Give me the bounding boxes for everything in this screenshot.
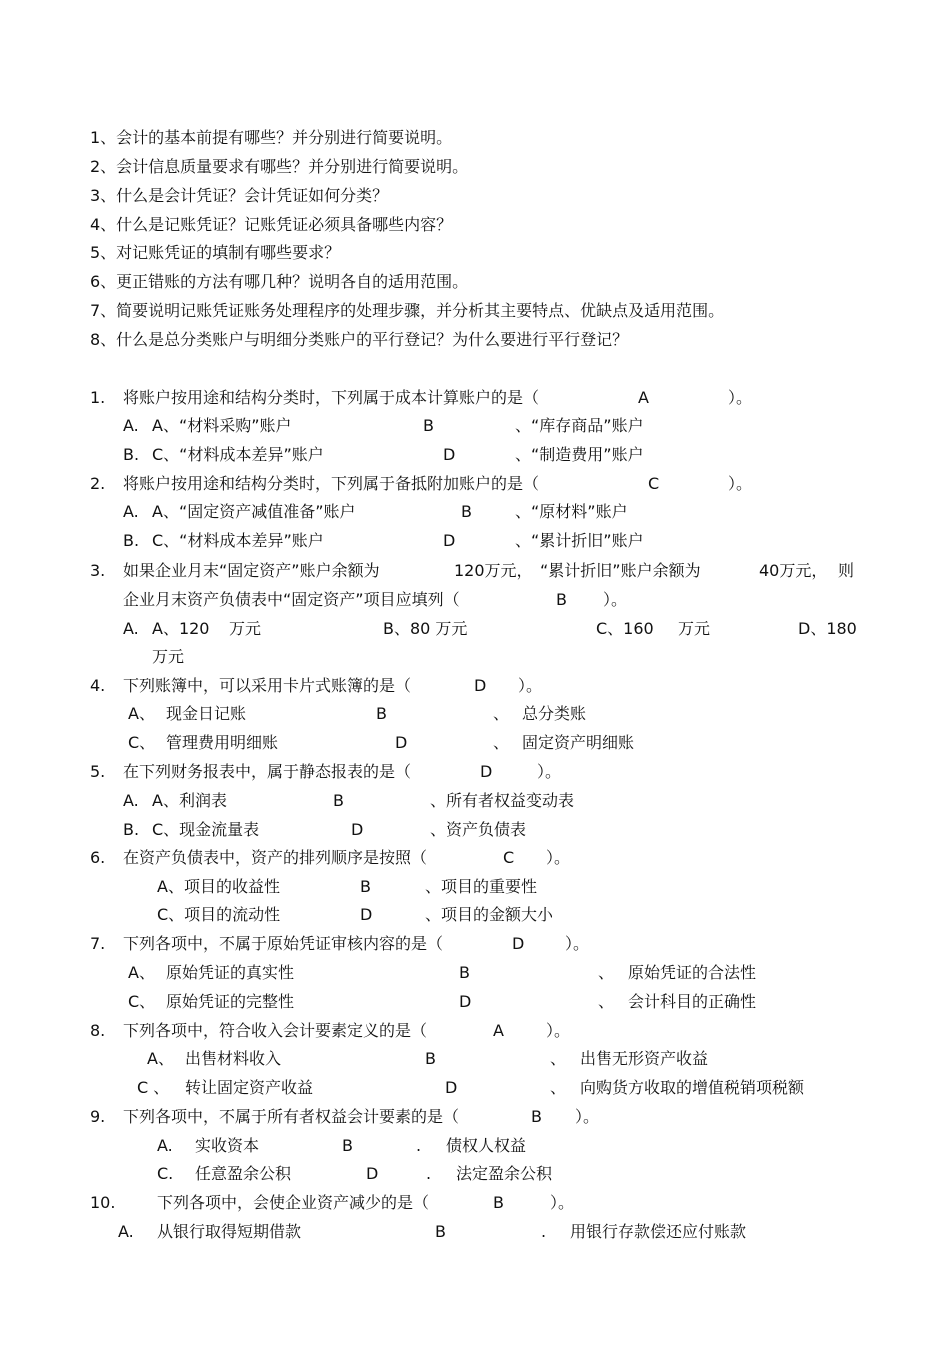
mc10-option-a: 从银行取得短期借款 bbox=[157, 1222, 302, 1241]
mc8-option-d-letter: D bbox=[445, 1078, 458, 1097]
mc7-option-d-sep: 、 bbox=[598, 992, 615, 1011]
mc8-number: 8. bbox=[90, 1021, 106, 1040]
mc1-option-c: C、“材料成本差异”账户 bbox=[152, 445, 324, 464]
mc3-stem-part5: 则 bbox=[838, 561, 855, 580]
mc10-option-b-sep: . bbox=[541, 1222, 547, 1241]
mc6-option-d-letter: D bbox=[360, 905, 373, 924]
mc3-option-c: C、160 bbox=[596, 619, 654, 638]
mc6-answer: C bbox=[503, 848, 515, 867]
mc4-option-d-sep: 、 bbox=[493, 733, 510, 752]
mc2-option-b: 、“原材料”账户 bbox=[515, 502, 628, 521]
mc2-row1-label: A. bbox=[123, 502, 139, 521]
mc10-option-b: 用银行存款偿还应付账款 bbox=[570, 1222, 747, 1241]
mc1-close: ）。 bbox=[728, 388, 753, 407]
mc2-number: 2. bbox=[90, 474, 106, 493]
mc8-option-b-letter: B bbox=[425, 1049, 436, 1068]
mc4-option-a: 现金日记账 bbox=[166, 704, 247, 723]
mc5-option-c: C、现金流量表 bbox=[152, 820, 260, 839]
mc6-number: 6. bbox=[90, 848, 106, 867]
mc9-option-d-letter: D bbox=[366, 1164, 379, 1183]
mc9-option-a: 实收资本 bbox=[195, 1136, 260, 1155]
mc9-option-b: 债权人权益 bbox=[446, 1136, 527, 1155]
mc1-option-b-letter: B bbox=[423, 416, 434, 435]
mc3-option-c-unit: 万元 bbox=[678, 619, 711, 638]
mc3-option-d: D、180 bbox=[798, 619, 857, 638]
mc10-stem: 下列各项中，会使企业资产减少的是（ bbox=[157, 1193, 430, 1212]
mc6-option-b: 、项目的重要性 bbox=[425, 877, 538, 896]
question-5: 5、对记账凭证的填制有哪些要求？ bbox=[90, 243, 341, 262]
mc6-option-d: 、项目的金额大小 bbox=[425, 905, 554, 924]
mc3-option-a: A、120 bbox=[152, 619, 210, 638]
mc7-option-c-letter: C、 bbox=[128, 992, 156, 1011]
mc3-close: ）。 bbox=[603, 590, 628, 609]
mc2-stem: 将账户按用途和结构分类时，下列属于备抵附加账户的是（ bbox=[123, 474, 540, 493]
mc2-close: ）。 bbox=[728, 474, 753, 493]
mc2-option-a: A、“固定资产减值准备”账户 bbox=[152, 502, 356, 521]
mc9-number: 9. bbox=[90, 1107, 106, 1126]
mc7-option-d: 会计科目的正确性 bbox=[628, 992, 757, 1011]
mc9-close: ）。 bbox=[575, 1107, 600, 1126]
mc9-stem: 下列各项中，不属于所有者权益会计要素的是（ bbox=[123, 1107, 460, 1126]
mc3-number: 3. bbox=[90, 561, 106, 580]
mc9-answer: B bbox=[531, 1107, 542, 1126]
mc1-option-a: A、“材料采购”账户 bbox=[152, 416, 292, 435]
mc5-answer: D bbox=[480, 762, 493, 781]
mc9-option-a-letter: A. bbox=[157, 1136, 173, 1155]
mc4-option-d-letter: D bbox=[395, 733, 408, 752]
mc10-option-a-letter: A. bbox=[118, 1222, 134, 1241]
mc3-stem-part4: 40万元， bbox=[759, 561, 828, 580]
mc8-option-d: 向购货方收取的增值税销项税额 bbox=[580, 1078, 805, 1097]
question-7: 7、简要说明记账凭证账务处理程序的处理步骤，并分析其主要特点、优缺点及适用范围。 bbox=[90, 301, 725, 320]
mc4-option-c-letter: C、 bbox=[128, 733, 156, 752]
mc8-option-a-letter: A、 bbox=[147, 1049, 174, 1068]
mc5-row1-label: A. bbox=[123, 791, 139, 810]
mc7-option-a: 原始凭证的真实性 bbox=[166, 963, 295, 982]
mc9-option-b-letter: B bbox=[342, 1136, 353, 1155]
mc2-option-d-letter: D bbox=[443, 531, 456, 550]
mc3-row1-label: A. bbox=[123, 619, 139, 638]
mc7-stem: 下列各项中，不属于原始凭证审核内容的是（ bbox=[123, 934, 444, 953]
mc8-option-b-sep: 、 bbox=[550, 1049, 567, 1068]
mc5-stem: 在下列财务报表中，属于静态报表的是（ bbox=[123, 762, 412, 781]
mc7-option-c: 原始凭证的完整性 bbox=[166, 992, 295, 1011]
mc3-answer: B bbox=[556, 590, 567, 609]
mc9-option-c-letter: C. bbox=[157, 1164, 174, 1183]
mc5-option-a: A、利润表 bbox=[152, 791, 227, 810]
mc8-option-d-sep: 、 bbox=[550, 1078, 567, 1097]
mc6-option-b-letter: B bbox=[360, 877, 371, 896]
mc4-option-b-letter: B bbox=[376, 704, 387, 723]
question-1: 1、会计的基本前提有哪些？并分别进行简要说明。 bbox=[90, 128, 453, 147]
mc1-option-b: 、“库存商品”账户 bbox=[515, 416, 644, 435]
mc2-option-b-letter: B bbox=[461, 502, 472, 521]
mc7-option-b-letter: B bbox=[459, 963, 470, 982]
mc4-option-b-sep: 、 bbox=[493, 704, 510, 723]
mc8-close: ）。 bbox=[546, 1021, 571, 1040]
mc7-number: 7. bbox=[90, 934, 106, 953]
mc5-number: 5. bbox=[90, 762, 106, 781]
mc7-option-a-letter: A、 bbox=[128, 963, 155, 982]
mc8-option-c-letter: C 、 bbox=[137, 1078, 170, 1097]
mc3-stem-part1: 如果企业月末“固定资产”账户余额为 bbox=[123, 561, 380, 580]
mc6-option-c: C、项目的流动性 bbox=[157, 905, 281, 924]
mc7-option-d-letter: D bbox=[459, 992, 472, 1011]
mc8-option-a: 出售材料收入 bbox=[185, 1049, 282, 1068]
mc3-option-d-unit: 万元 bbox=[152, 647, 185, 666]
mc3-stem-part3: “累计折旧”账户余额为 bbox=[540, 561, 701, 580]
mc5-option-d: 、资产负债表 bbox=[430, 820, 527, 839]
mc7-option-b: 原始凭证的合法性 bbox=[628, 963, 757, 982]
question-2: 2、会计信息质量要求有哪些？并分别进行简要说明。 bbox=[90, 157, 469, 176]
mc6-stem: 在资产负债表中，资产的排列顺序是按照（ bbox=[123, 848, 428, 867]
mc2-option-c: C、“材料成本差异”账户 bbox=[152, 531, 324, 550]
mc4-option-c: 管理费用明细账 bbox=[166, 733, 279, 752]
mc4-close: ）。 bbox=[518, 676, 543, 695]
mc5-option-d-letter: D bbox=[351, 820, 364, 839]
mc2-answer: C bbox=[648, 474, 660, 493]
mc1-stem: 将账户按用途和结构分类时，下列属于成本计算账户的是（ bbox=[123, 388, 540, 407]
mc3-option-a-unit: 万元 bbox=[229, 619, 262, 638]
mc3-stem-part2: 120万元， bbox=[454, 561, 533, 580]
mc8-stem: 下列各项中，符合收入会计要素定义的是（ bbox=[123, 1021, 428, 1040]
mc10-answer: B bbox=[493, 1193, 504, 1212]
mc4-option-a-letter: A、 bbox=[128, 704, 155, 723]
mc7-option-b-sep: 、 bbox=[598, 963, 615, 982]
mc9-option-b-sep: . bbox=[416, 1136, 422, 1155]
mc1-number: 1. bbox=[90, 388, 106, 407]
mc10-option-b-letter: B bbox=[435, 1222, 446, 1241]
question-4: 4、什么是记账凭证？记账凭证必须具备哪些内容？ bbox=[90, 215, 453, 234]
question-3: 3、什么是会计凭证？会计凭证如何分类？ bbox=[90, 186, 389, 205]
mc3-stem-line2: 企业月末资产负债表中“固定资产”项目应填列（ bbox=[123, 590, 460, 609]
mc2-row2-label: B. bbox=[123, 531, 140, 550]
mc7-close: ）。 bbox=[565, 934, 590, 953]
mc1-row2-label: B. bbox=[123, 445, 140, 464]
mc9-option-d: 法定盈余公积 bbox=[456, 1164, 553, 1183]
mc1-option-d-letter: D bbox=[443, 445, 456, 464]
mc8-option-b: 出售无形资产收益 bbox=[580, 1049, 709, 1068]
mc1-option-d: 、“制造费用”账户 bbox=[515, 445, 644, 464]
mc6-close: ）。 bbox=[546, 848, 571, 867]
mc8-answer: A bbox=[493, 1021, 504, 1040]
mc4-option-d: 固定资产明细账 bbox=[522, 733, 635, 752]
mc3-option-b: B、80 万元 bbox=[383, 619, 468, 638]
mc10-close: ）。 bbox=[550, 1193, 575, 1212]
mc2-option-d: 、“累计折旧”账户 bbox=[515, 531, 644, 550]
mc8-option-c: 转让固定资产收益 bbox=[185, 1078, 314, 1097]
mc5-row2-label: B. bbox=[123, 820, 140, 839]
mc4-option-b: 总分类账 bbox=[522, 704, 587, 723]
question-8: 8、什么是总分类账户与明细分类账户的平行登记？为什么要进行平行登记？ bbox=[90, 330, 629, 349]
mc7-answer: D bbox=[512, 934, 525, 953]
question-6: 6、更正错账的方法有哪几种？说明各自的适用范围。 bbox=[90, 272, 469, 291]
mc9-option-d-sep: . bbox=[426, 1164, 432, 1183]
mc5-option-b-letter: B bbox=[333, 791, 344, 810]
mc4-number: 4. bbox=[90, 676, 106, 695]
mc5-close: ）。 bbox=[537, 762, 562, 781]
mc4-stem: 下列账簿中，可以采用卡片式账簿的是（ bbox=[123, 676, 412, 695]
mc10-number: 10. bbox=[90, 1193, 116, 1212]
mc9-option-c: 任意盈余公积 bbox=[195, 1164, 292, 1183]
mc1-row1-label: A. bbox=[123, 416, 139, 435]
mc6-option-a: A、项目的收益性 bbox=[157, 877, 280, 896]
mc4-answer: D bbox=[474, 676, 487, 695]
mc1-answer: A bbox=[638, 388, 649, 407]
mc5-option-b: 、所有者权益变动表 bbox=[430, 791, 575, 810]
